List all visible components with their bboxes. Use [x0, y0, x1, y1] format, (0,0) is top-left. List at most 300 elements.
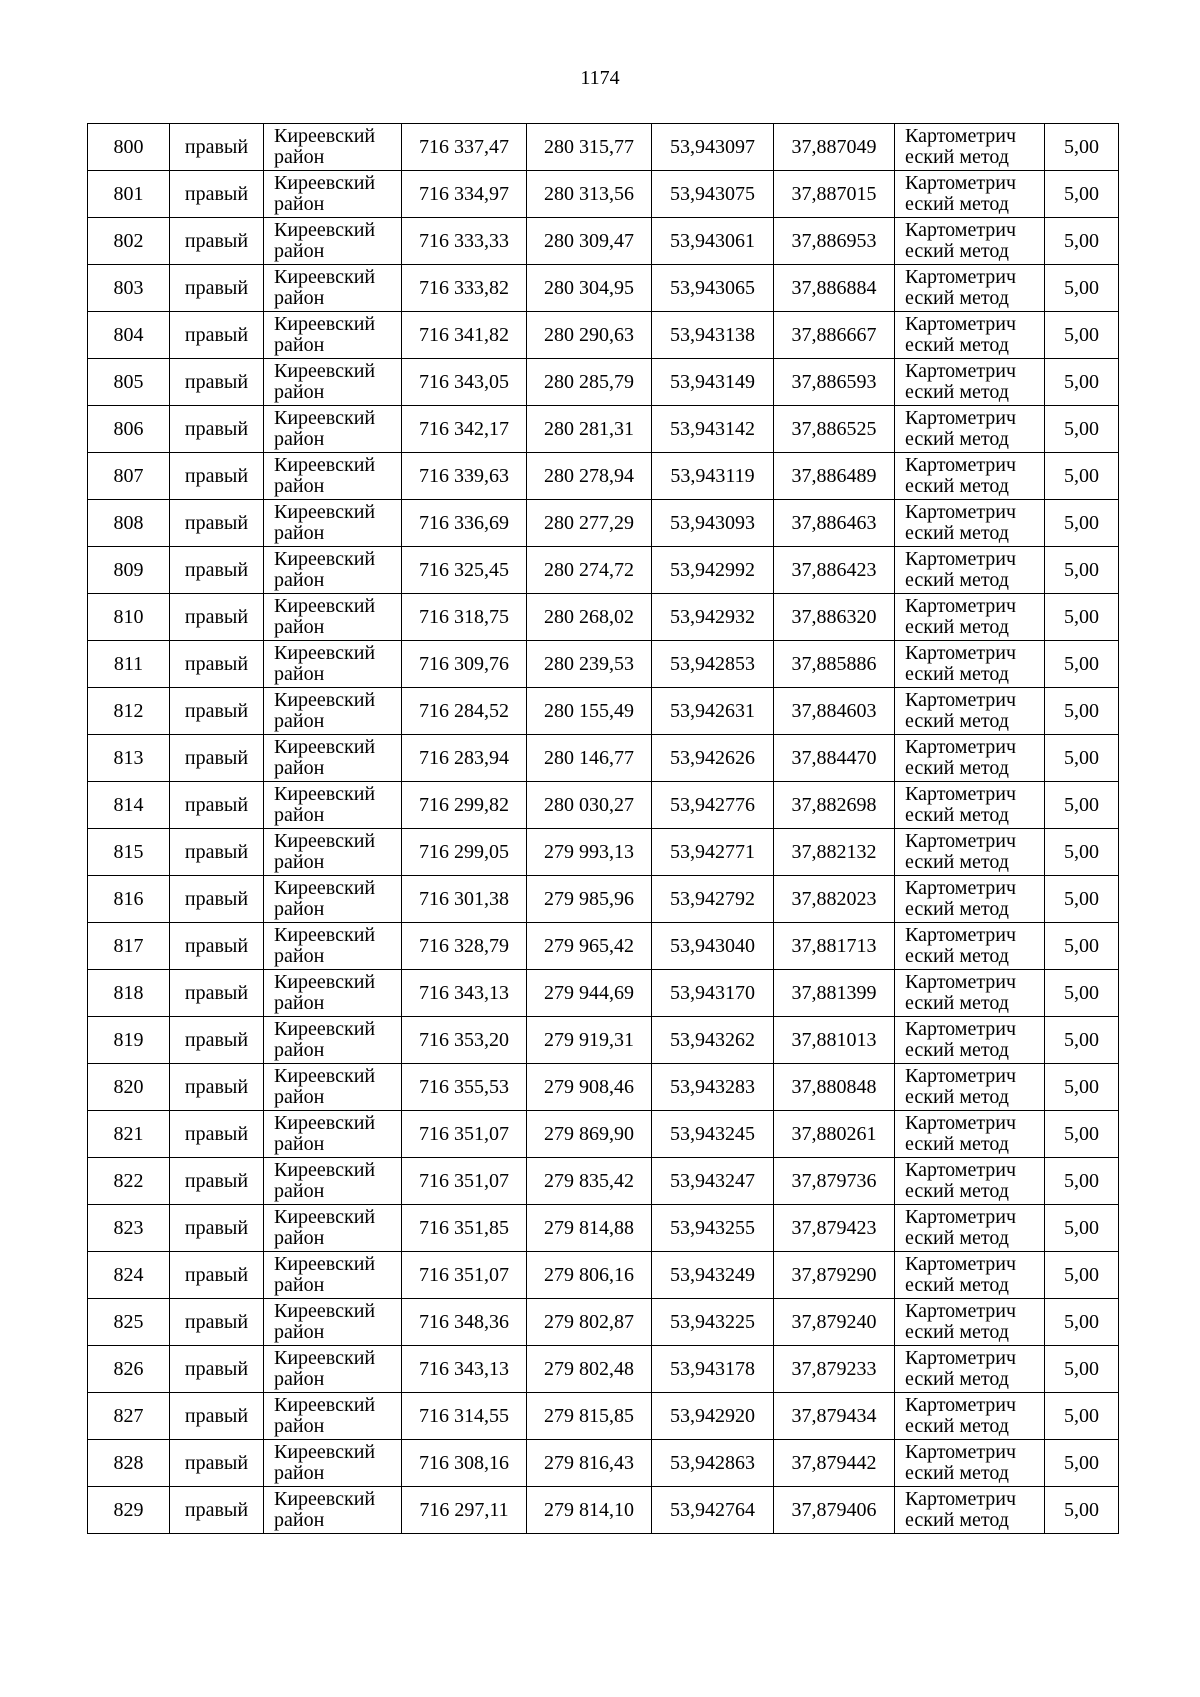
district-line: Киреевский [274, 971, 376, 993]
table-row [88, 1440, 1119, 1487]
district-cell [264, 829, 402, 876]
table-row [88, 876, 1119, 923]
district-line: Киреевский [274, 1018, 376, 1040]
method-cell [895, 1487, 1045, 1534]
latitude-cell: 53,943097 [652, 124, 774, 171]
coord-y-cell: 279 815,85 [527, 1393, 652, 1440]
bank-side-cell: правый [170, 1111, 264, 1158]
coord-x-cell: 716 309,76 [402, 641, 527, 688]
district-cell [264, 1487, 402, 1534]
district-line: Киреевский [274, 1441, 376, 1463]
method-line: Картометрич [905, 1018, 1017, 1040]
accuracy-cell: 5,00 [1045, 970, 1119, 1017]
method-cell [895, 1158, 1045, 1205]
method-cell [895, 594, 1045, 641]
district-cell [264, 359, 402, 406]
accuracy-cell: 5,00 [1045, 312, 1119, 359]
point-number-cell: 829 [88, 1487, 170, 1534]
method-line: еский метод [905, 146, 1009, 168]
bank-side-cell: правый [170, 1158, 264, 1205]
point-number-cell: 817 [88, 923, 170, 970]
accuracy-cell: 5,00 [1045, 1440, 1119, 1487]
method-cell [895, 641, 1045, 688]
district-line: Киреевский [274, 1488, 376, 1510]
method-line: Картометрич [905, 877, 1017, 899]
bank-side-cell: правый [170, 782, 264, 829]
latitude-cell: 53,942626 [652, 735, 774, 782]
bank-side-cell: правый [170, 970, 264, 1017]
point-number-cell: 825 [88, 1299, 170, 1346]
longitude-cell: 37,886593 [774, 359, 895, 406]
district-line: район [274, 1133, 325, 1155]
latitude-cell: 53,942992 [652, 547, 774, 594]
accuracy-cell: 5,00 [1045, 265, 1119, 312]
accuracy-cell: 5,00 [1045, 218, 1119, 265]
point-number-cell: 815 [88, 829, 170, 876]
coord-x-cell: 716 343,13 [402, 970, 527, 1017]
latitude-cell: 53,943149 [652, 359, 774, 406]
district-cell [264, 876, 402, 923]
method-cell [895, 1346, 1045, 1393]
coord-x-cell: 716 355,53 [402, 1064, 527, 1111]
longitude-cell: 37,879736 [774, 1158, 895, 1205]
table-row [88, 829, 1119, 876]
table-row [88, 312, 1119, 359]
method-line: еский метод [905, 1462, 1009, 1484]
latitude-cell: 53,943249 [652, 1252, 774, 1299]
coord-y-cell: 280 146,77 [527, 735, 652, 782]
point-number-cell: 800 [88, 124, 170, 171]
latitude-cell: 53,943093 [652, 500, 774, 547]
district-line: Киреевский [274, 1112, 376, 1134]
coord-y-cell: 280 268,02 [527, 594, 652, 641]
longitude-cell: 37,879240 [774, 1299, 895, 1346]
method-line: Картометрич [905, 219, 1017, 241]
district-cell [264, 594, 402, 641]
coord-x-cell: 716 299,82 [402, 782, 527, 829]
coord-y-cell: 280 315,77 [527, 124, 652, 171]
coord-x-cell: 716 333,82 [402, 265, 527, 312]
latitude-cell: 53,943225 [652, 1299, 774, 1346]
point-number-cell: 813 [88, 735, 170, 782]
point-number-cell: 820 [88, 1064, 170, 1111]
point-number-cell: 805 [88, 359, 170, 406]
method-line: Картометрич [905, 1300, 1017, 1322]
district-line: Киреевский [274, 642, 376, 664]
latitude-cell: 53,943255 [652, 1205, 774, 1252]
district-line: Киреевский [274, 501, 376, 523]
longitude-cell: 37,886953 [774, 218, 895, 265]
district-line: Киреевский [274, 830, 376, 852]
method-cell [895, 1252, 1045, 1299]
district-cell [264, 688, 402, 735]
table-body [88, 124, 1119, 1534]
method-line: Картометрич [905, 360, 1017, 382]
method-line: еский метод [905, 1415, 1009, 1437]
coord-y-cell: 280 290,63 [527, 312, 652, 359]
method-cell [895, 688, 1045, 735]
accuracy-cell: 5,00 [1045, 1299, 1119, 1346]
method-line: Картометрич [905, 924, 1017, 946]
coord-x-cell: 716 343,05 [402, 359, 527, 406]
coord-y-cell: 279 869,90 [527, 1111, 652, 1158]
longitude-cell: 37,882132 [774, 829, 895, 876]
district-line: Киреевский [274, 689, 376, 711]
method-line: Картометрич [905, 1112, 1017, 1134]
point-number-cell: 818 [88, 970, 170, 1017]
longitude-cell: 37,887015 [774, 171, 895, 218]
coord-x-cell: 716 336,69 [402, 500, 527, 547]
district-line: район [274, 287, 325, 309]
bank-side-cell: правый [170, 1487, 264, 1534]
coord-y-cell: 280 155,49 [527, 688, 652, 735]
method-line: еский метод [905, 1227, 1009, 1249]
district-line: район [274, 1509, 325, 1531]
method-line: Картометрич [905, 1441, 1017, 1463]
latitude-cell: 53,943075 [652, 171, 774, 218]
method-line: еский метод [905, 475, 1009, 497]
table-row [88, 1111, 1119, 1158]
longitude-cell: 37,879442 [774, 1440, 895, 1487]
method-line: еский метод [905, 1274, 1009, 1296]
district-cell [264, 1111, 402, 1158]
longitude-cell: 37,886884 [774, 265, 895, 312]
method-cell [895, 923, 1045, 970]
latitude-cell: 53,942771 [652, 829, 774, 876]
method-line: Картометрич [905, 407, 1017, 429]
district-line: Киреевский [274, 1159, 376, 1181]
latitude-cell: 53,943283 [652, 1064, 774, 1111]
coord-x-cell: 716 318,75 [402, 594, 527, 641]
table-row [88, 171, 1119, 218]
point-number-cell: 816 [88, 876, 170, 923]
method-line: еский метод [905, 616, 1009, 638]
longitude-cell: 37,880261 [774, 1111, 895, 1158]
bank-side-cell: правый [170, 1064, 264, 1111]
longitude-cell: 37,884603 [774, 688, 895, 735]
district-line: Киреевский [274, 1065, 376, 1087]
latitude-cell: 53,943142 [652, 406, 774, 453]
district-line: район [274, 522, 325, 544]
method-line: еский метод [905, 522, 1009, 544]
table-row [88, 218, 1119, 265]
accuracy-cell: 5,00 [1045, 923, 1119, 970]
coord-x-cell: 716 297,11 [402, 1487, 527, 1534]
bank-side-cell: правый [170, 688, 264, 735]
district-line: район [274, 569, 325, 591]
method-line: еский метод [905, 804, 1009, 826]
longitude-cell: 37,886667 [774, 312, 895, 359]
coord-x-cell: 716 337,47 [402, 124, 527, 171]
district-line: район [274, 428, 325, 450]
bank-side-cell: правый [170, 171, 264, 218]
coord-y-cell: 279 802,87 [527, 1299, 652, 1346]
district-line: район [274, 804, 325, 826]
district-line: район [274, 146, 325, 168]
point-number-cell: 821 [88, 1111, 170, 1158]
method-line: Картометрич [905, 172, 1017, 194]
method-line: еский метод [905, 428, 1009, 450]
bank-side-cell: правый [170, 594, 264, 641]
table-row [88, 735, 1119, 782]
table-row [88, 688, 1119, 735]
method-cell [895, 876, 1045, 923]
method-line: Картометрич [905, 125, 1017, 147]
method-cell [895, 500, 1045, 547]
district-line: Киреевский [274, 1253, 376, 1275]
coord-y-cell: 279 835,42 [527, 1158, 652, 1205]
table-row [88, 594, 1119, 641]
bank-side-cell: правый [170, 876, 264, 923]
point-number-cell: 823 [88, 1205, 170, 1252]
coord-x-cell: 716 351,85 [402, 1205, 527, 1252]
longitude-cell: 37,879423 [774, 1205, 895, 1252]
district-cell [264, 218, 402, 265]
bank-side-cell: правый [170, 1440, 264, 1487]
district-line: Киреевский [274, 877, 376, 899]
longitude-cell: 37,884470 [774, 735, 895, 782]
bank-side-cell: правый [170, 312, 264, 359]
district-cell [264, 1064, 402, 1111]
method-line: еский метод [905, 1086, 1009, 1108]
coord-y-cell: 280 309,47 [527, 218, 652, 265]
accuracy-cell: 5,00 [1045, 1064, 1119, 1111]
district-line: район [274, 1462, 325, 1484]
longitude-cell: 37,886423 [774, 547, 895, 594]
method-line: Картометрич [905, 1347, 1017, 1369]
district-line: район [274, 616, 325, 638]
latitude-cell: 53,943040 [652, 923, 774, 970]
method-line: еский метод [905, 381, 1009, 403]
table-row [88, 500, 1119, 547]
table-row [88, 923, 1119, 970]
district-cell [264, 1205, 402, 1252]
table-row [88, 359, 1119, 406]
method-line: еский метод [905, 945, 1009, 967]
district-line: Киреевский [274, 924, 376, 946]
accuracy-cell: 5,00 [1045, 735, 1119, 782]
district-cell [264, 124, 402, 171]
coord-y-cell: 280 239,53 [527, 641, 652, 688]
coord-y-cell: 279 814,88 [527, 1205, 652, 1252]
method-cell [895, 312, 1045, 359]
method-cell [895, 359, 1045, 406]
method-cell [895, 1440, 1045, 1487]
coord-x-cell: 716 351,07 [402, 1158, 527, 1205]
point-number-cell: 803 [88, 265, 170, 312]
accuracy-cell: 5,00 [1045, 1487, 1119, 1534]
table-row [88, 1064, 1119, 1111]
latitude-cell: 53,942853 [652, 641, 774, 688]
method-cell [895, 1017, 1045, 1064]
latitude-cell: 53,942776 [652, 782, 774, 829]
longitude-cell: 37,881399 [774, 970, 895, 1017]
table-row [88, 1299, 1119, 1346]
point-number-cell: 814 [88, 782, 170, 829]
district-line: Киреевский [274, 783, 376, 805]
coord-x-cell: 716 342,17 [402, 406, 527, 453]
district-line: Киреевский [274, 219, 376, 241]
bank-side-cell: правый [170, 218, 264, 265]
method-line: еский метод [905, 898, 1009, 920]
table-row [88, 547, 1119, 594]
district-line: Киреевский [274, 360, 376, 382]
point-number-cell: 812 [88, 688, 170, 735]
latitude-cell: 53,943262 [652, 1017, 774, 1064]
accuracy-cell: 5,00 [1045, 1111, 1119, 1158]
bank-side-cell: правый [170, 1393, 264, 1440]
method-cell [895, 547, 1045, 594]
method-line: еский метод [905, 240, 1009, 262]
coord-y-cell: 280 281,31 [527, 406, 652, 453]
method-line: еский метод [905, 334, 1009, 356]
method-line: Картометрич [905, 1159, 1017, 1181]
coord-x-cell: 716 341,82 [402, 312, 527, 359]
method-line: еский метод [905, 1509, 1009, 1531]
coord-x-cell: 716 308,16 [402, 1440, 527, 1487]
accuracy-cell: 5,00 [1045, 453, 1119, 500]
coord-y-cell: 279 802,48 [527, 1346, 652, 1393]
method-line: еский метод [905, 1180, 1009, 1202]
district-line: район [274, 663, 325, 685]
method-cell [895, 1064, 1045, 1111]
coord-x-cell: 716 333,33 [402, 218, 527, 265]
district-cell [264, 1346, 402, 1393]
latitude-cell: 53,943247 [652, 1158, 774, 1205]
district-cell [264, 1440, 402, 1487]
accuracy-cell: 5,00 [1045, 876, 1119, 923]
coord-y-cell: 279 919,31 [527, 1017, 652, 1064]
point-number-cell: 824 [88, 1252, 170, 1299]
coord-y-cell: 279 814,10 [527, 1487, 652, 1534]
table-row [88, 265, 1119, 312]
district-line: район [274, 757, 325, 779]
latitude-cell: 53,943178 [652, 1346, 774, 1393]
table-row [88, 782, 1119, 829]
coord-y-cell: 280 274,72 [527, 547, 652, 594]
district-line: район [274, 1415, 325, 1437]
method-cell [895, 1111, 1045, 1158]
district-line: Киреевский [274, 125, 376, 147]
accuracy-cell: 5,00 [1045, 406, 1119, 453]
coord-y-cell: 280 030,27 [527, 782, 652, 829]
point-number-cell: 822 [88, 1158, 170, 1205]
longitude-cell: 37,882698 [774, 782, 895, 829]
point-number-cell: 810 [88, 594, 170, 641]
district-cell [264, 1299, 402, 1346]
table-row [88, 1017, 1119, 1064]
district-cell [264, 641, 402, 688]
method-line: еский метод [905, 193, 1009, 215]
coord-x-cell: 716 339,63 [402, 453, 527, 500]
district-line: Киреевский [274, 548, 376, 570]
accuracy-cell: 5,00 [1045, 171, 1119, 218]
accuracy-cell: 5,00 [1045, 124, 1119, 171]
latitude-cell: 53,943170 [652, 970, 774, 1017]
latitude-cell: 53,942764 [652, 1487, 774, 1534]
district-line: Киреевский [274, 407, 376, 429]
method-cell [895, 453, 1045, 500]
point-number-cell: 802 [88, 218, 170, 265]
longitude-cell: 37,885886 [774, 641, 895, 688]
district-cell [264, 265, 402, 312]
method-line: еский метод [905, 757, 1009, 779]
bank-side-cell: правый [170, 359, 264, 406]
coord-y-cell: 279 985,96 [527, 876, 652, 923]
method-line: Картометрич [905, 501, 1017, 523]
method-cell [895, 218, 1045, 265]
coord-x-cell: 716 351,07 [402, 1252, 527, 1299]
page-number: 1174 [580, 67, 620, 89]
latitude-cell: 53,942920 [652, 1393, 774, 1440]
method-line: еский метод [905, 851, 1009, 873]
latitude-cell: 53,943119 [652, 453, 774, 500]
district-cell [264, 923, 402, 970]
district-line: район [274, 1039, 325, 1061]
coord-x-cell: 716 299,05 [402, 829, 527, 876]
district-line: Киреевский [274, 172, 376, 194]
district-cell [264, 1252, 402, 1299]
accuracy-cell: 5,00 [1045, 1252, 1119, 1299]
latitude-cell: 53,943138 [652, 312, 774, 359]
district-line: район [274, 1368, 325, 1390]
district-cell [264, 1158, 402, 1205]
table-row [88, 1252, 1119, 1299]
bank-side-cell: правый [170, 453, 264, 500]
bank-side-cell: правый [170, 406, 264, 453]
coord-y-cell: 279 816,43 [527, 1440, 652, 1487]
district-line: район [274, 1086, 325, 1108]
method-line: Картометрич [905, 830, 1017, 852]
point-number-cell: 828 [88, 1440, 170, 1487]
accuracy-cell: 5,00 [1045, 1205, 1119, 1252]
accuracy-cell: 5,00 [1045, 359, 1119, 406]
bank-side-cell: правый [170, 735, 264, 782]
bank-side-cell: правый [170, 641, 264, 688]
district-line: район [274, 945, 325, 967]
district-cell [264, 1017, 402, 1064]
bank-side-cell: правый [170, 923, 264, 970]
latitude-cell: 53,942631 [652, 688, 774, 735]
district-line: район [274, 193, 325, 215]
coordinates-table [87, 123, 1119, 1534]
district-line: район [274, 710, 325, 732]
table-row [88, 124, 1119, 171]
longitude-cell: 37,879406 [774, 1487, 895, 1534]
point-number-cell: 827 [88, 1393, 170, 1440]
table-row [88, 1346, 1119, 1393]
method-line: Картометрич [905, 1253, 1017, 1275]
latitude-cell: 53,942792 [652, 876, 774, 923]
latitude-cell: 53,943245 [652, 1111, 774, 1158]
method-line: Картометрич [905, 454, 1017, 476]
method-line: еский метод [905, 1133, 1009, 1155]
table-row [88, 1393, 1119, 1440]
point-number-cell: 826 [88, 1346, 170, 1393]
longitude-cell: 37,880848 [774, 1064, 895, 1111]
coord-x-cell: 716 328,79 [402, 923, 527, 970]
longitude-cell: 37,879434 [774, 1393, 895, 1440]
method-cell [895, 406, 1045, 453]
longitude-cell: 37,882023 [774, 876, 895, 923]
district-cell [264, 406, 402, 453]
method-cell [895, 735, 1045, 782]
method-cell [895, 124, 1045, 171]
table-row [88, 453, 1119, 500]
latitude-cell: 53,942863 [652, 1440, 774, 1487]
point-number-cell: 811 [88, 641, 170, 688]
longitude-cell: 37,886525 [774, 406, 895, 453]
